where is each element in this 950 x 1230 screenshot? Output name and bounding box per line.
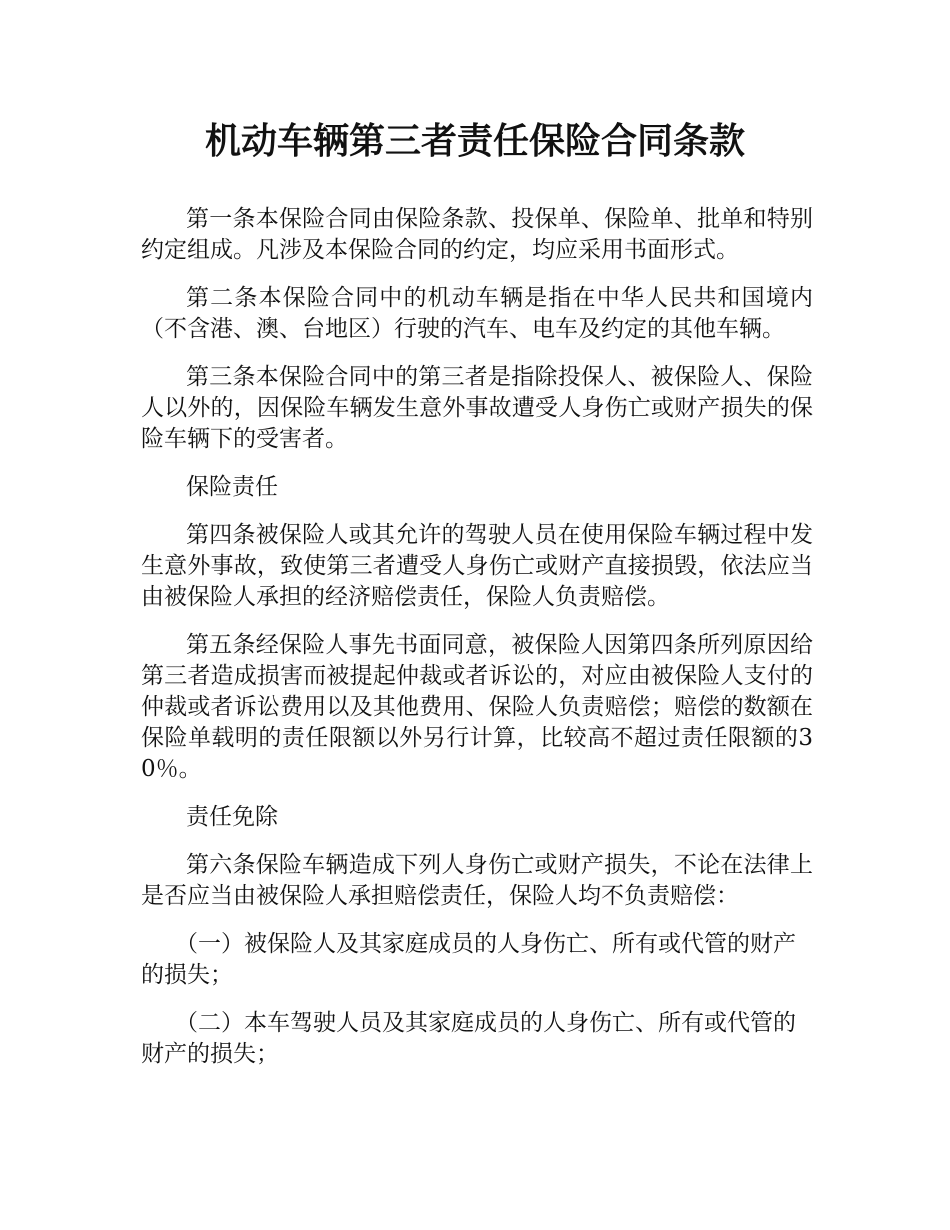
article-4-paragraph: 第四条被保险人或其允许的驾驶人员在使用保险车辆过程中发生意外事故，致使第三者遭受人身伤亡或财产直接损毁，依法应当由被保险人承担的经济赔偿责任，保险人负责赔偿。 bbox=[141, 522, 813, 610]
exclusion-item-2: （二）本车驾驶人员及其家庭成员的人身伤亡、所有或代管的财产的损失； bbox=[141, 1010, 796, 1067]
exclusion-item-1: （一）被保险人及其家庭成员的人身伤亡、所有或代管的财产的损失； bbox=[141, 931, 796, 988]
section-heading-exclusions: 责任免除 bbox=[186, 804, 278, 830]
article-2-paragraph: 第二条本保险合同中的机动车辆是指在中华人民共和国境内（不含港、澳、台地区）行驶的汽车、电车及约定的其他车辆。 bbox=[141, 285, 813, 342]
article-5-paragraph: 第五条经保险人事先书面同意，被保险人因第四条所列原因给第三者造成损害而被提起仲裁或者诉讼的，对应由被保险人支付的仲裁或者诉讼费用以及其他费用、保险人负责赔偿；赔偿的数额在保险单载明的责任限额以外另行计算，比较高不超过责任限额的30％。 bbox=[141, 632, 813, 782]
section-heading-insurance-liability: 保险责任 bbox=[186, 474, 278, 500]
document-body bbox=[141, 204, 813, 1087]
article-3-paragraph: 第三条本保险合同中的第三者是指除投保人、被保险人、保险人以外的，因保险车辆发生意外事故遭受人身伤亡或财产损失的保险车辆下的受害者。 bbox=[141, 364, 813, 452]
article-1-paragraph: 第一条本保险合同由保险条款、投保单、保险单、批单和特别约定组成。凡涉及本保险合同的约定，均应采用书面形式。 bbox=[141, 206, 813, 263]
document-title: 机动车辆第三者责任保险合同条款 bbox=[204, 121, 745, 162]
article-6-paragraph: 第六条保险车辆造成下列人身伤亡或财产损失，不论在法律上是否应当由被保险人承担赔偿责任，保险人均不负责赔偿： bbox=[141, 852, 813, 909]
